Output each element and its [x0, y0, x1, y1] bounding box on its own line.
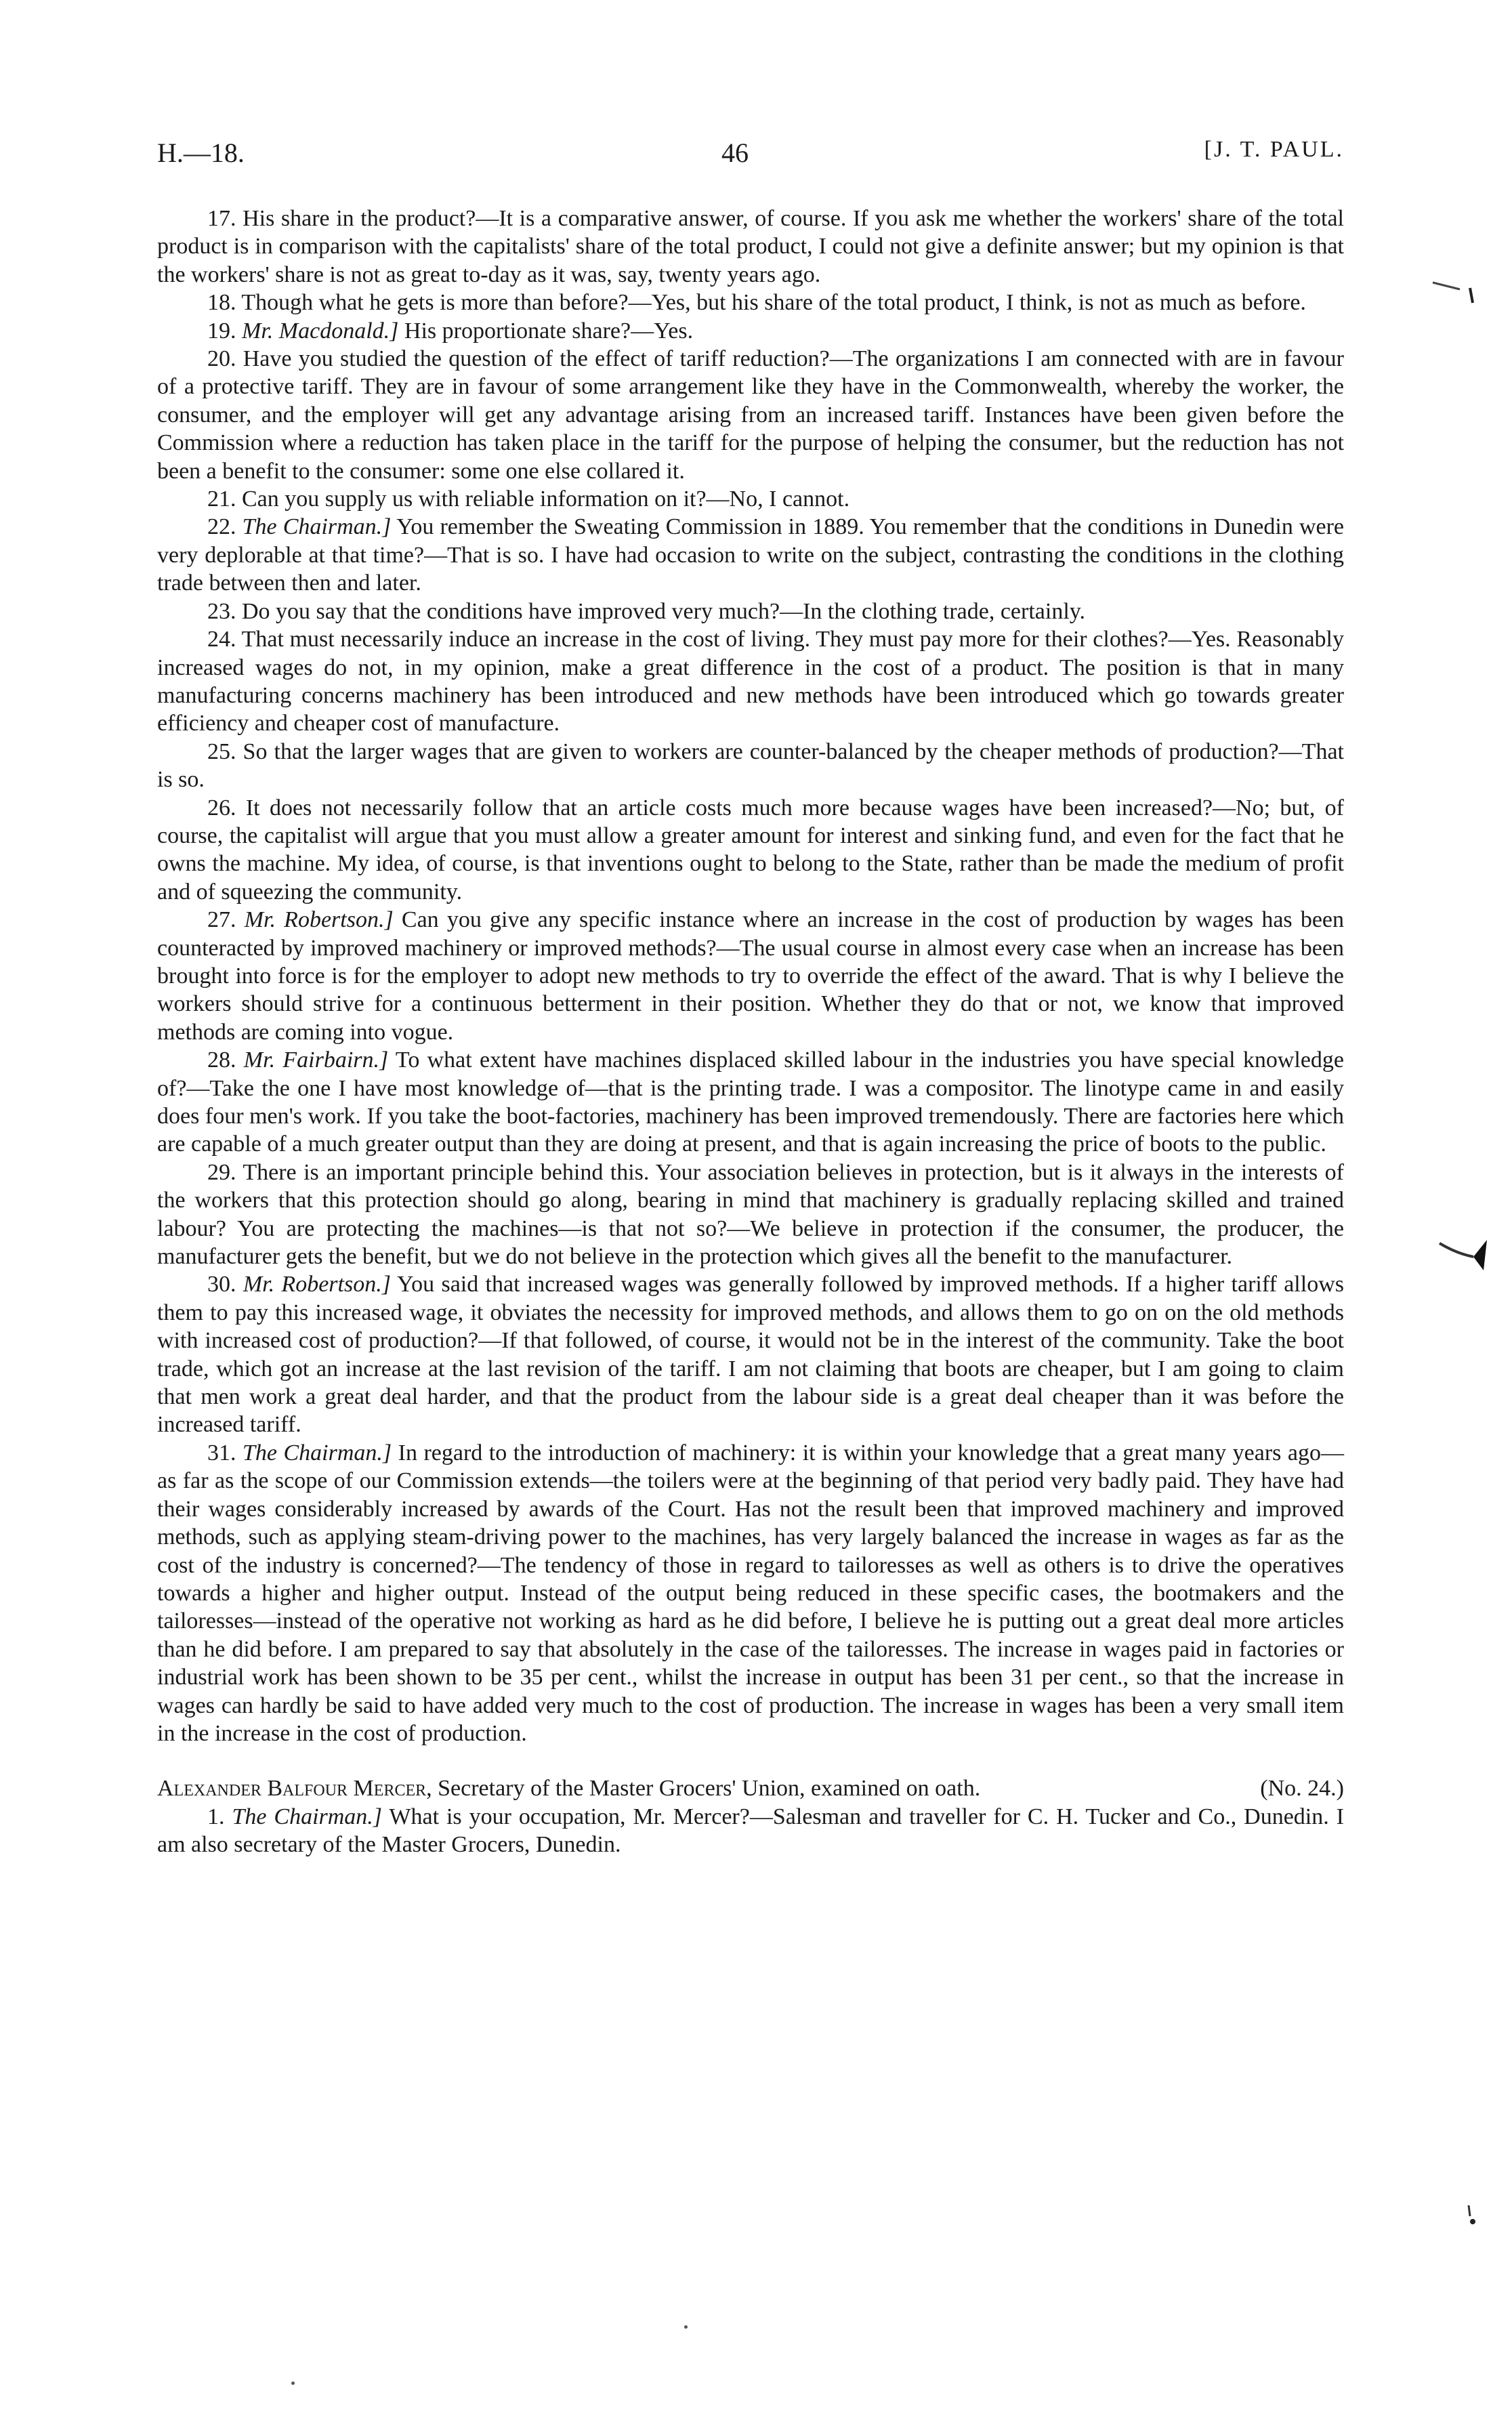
stray-dot: [684, 2325, 688, 2329]
speaker: The Chairman.]: [232, 1804, 383, 1829]
paragraph-26: 26. It does not necessarily follow that an article costs much more because wages have been increased?—No; but, of course, the capitalist will argue that you must allow a greater amount for interest and sinking fund, and even for the fact that he owns the machine. My idea, of course, is that inventions ought to belong to the State, rather than be made the medium of profit and of squeezing the community.: [157, 795, 1344, 904]
paragraph-31: 31. The Chairman.] In regard to the introduction of machinery: it is within your knowledge that a great many years ago—as far as the scope of our Commission extends—the toilers were at the beginning of that period very badly paid. They have had their wages considerably increased by awards of the Court. Has not the result been that improved machinery and improved methods, such as applying steam-driving power to the machines, has very largely balanced the increase in wages as far as the cost of the industry is concerned?—The tendency of those in regard to tailoresses as well as others is to drive the operatives towards a higher and higher output. Instead of the output being reduced in these specific cases, the bootmakers and the tailoresses—instead of the operative not working as hard as he did before, I believe he is putting out a great deal more articles than he did before. I am prepared to say that absolutely in the case of the tailoresses. The increase in wages paid in factories or industrial work has been shown to be 35 per cent., whilst the increase in output has been 31 per cent., so that the increase in wages can hardly be said to have added very much to the cost of production. The increase in wages has been a very small item in the increase in the cost of production.: [157, 1440, 1345, 1746]
margin-pen-mark-middle: [1436, 1230, 1504, 1277]
witness-description: , Secretary of the Master Grocers' Union, examined on oath.: [426, 1776, 981, 1802]
speaker: Mr. Fairbairn.]: [243, 1047, 389, 1073]
paragraph-1: 1. The Chairman.] What is your occupation, Mr. Mercer?—Salesman and traveller for C. H. Tucker and Co., Dunedin. I am also secretary of the Master Grocers, Dunedin.: [157, 1804, 1345, 1858]
paragraph-27: 27. Mr. Robertson.] Can you give any specific instance where an increase in the cost of production by wages has been counteracted by improved machinery or improved methods?—The usual course in almost every case when an increase has been brought into force is for the employer to adopt new methods to try to override the effect of the award. That is why I believe the workers should strive for a continuous betterment in their position. Whether they do that or not, we know that improved methods are coming into vogue.: [157, 907, 1345, 1045]
witness-heading: [157, 1774, 1344, 1802]
witness-running-head: [J. T. PAUL.: [1204, 137, 1344, 162]
speaker: The Chairman.]: [242, 514, 392, 540]
speaker: Mr. Macdonald.]: [242, 318, 399, 344]
margin-pen-mark-bottom: [1455, 2199, 1496, 2239]
paragraph-19: 19. Mr. Macdonald.] His proportionate share?—Yes.: [207, 318, 694, 344]
paragraph-30: 30. Mr. Robertson.] You said that increased wages was generally followed by improved methods. If a higher tariff allows them to pay this increased wage, it obviates the necessity for improved methods, and allows them to go on on the old methods with increased cost of production?—If that followed, of course, it would not be in the interest of the community. Take the boot trade, which got an increase at the last revision of the tariff. I am not claiming that boots are cheaper, but I am going to claim that men work a great deal harder, and that the product from the labour side is a great deal cheaper than it was before the increased tariff.: [157, 1272, 1344, 1438]
paragraph-18: 18. Though what he gets is more than before?—Yes, but his share of the total product, I think, is not as much as before.: [207, 290, 1306, 316]
document-reference: H.—18.: [157, 138, 245, 168]
speaker: Mr. Robertson.]: [243, 1272, 391, 1297]
page-header: [157, 137, 1344, 178]
paragraph-25: 25. So that the larger wages that are given to workers are counter-balanced by the cheaper methods of production?—That is so.: [157, 739, 1344, 793]
paragraph-21: 21. Can you supply us with reliable information on it?—No, I cannot.: [207, 486, 850, 512]
margin-pen-mark-top: [1429, 268, 1484, 308]
speaker: The Chairman.]: [243, 1440, 392, 1465]
stray-dot: [291, 2382, 295, 2385]
speaker: Mr. Robertson.]: [244, 907, 394, 933]
witness-number: (No. 24.): [1260, 1776, 1344, 1802]
paragraph-23: 23. Do you say that the conditions have improved very much?—In the clothing trade, certainly.: [207, 598, 1086, 624]
paragraph-24: 24. That must necessarily induce an increase in the cost of living. They must pay more for their clothes?—Yes. Reasonably increased wages do not, in my opinion, make a great difference in the cost of a product. The position is that in many manufacturing concerns machinery has been introduced and new methods have been introduced which go towards greater efficiency and cheaper cost of manufacture.: [157, 627, 1344, 736]
paragraph-17: 17. His share in the product?—It is a comparative answer, of course. If you ask me whether the workers' share of the total product is in comparison with the capitalists' share of the total product, I could not give a definite answer; but my opinion is that the workers' share is not as great to-day as it was, say, twenty years ago.: [157, 206, 1344, 287]
paragraph-28: 28. Mr. Fairbairn.] To what extent have machines displaced skilled labour in the industries you have special knowledge of?—Take the one I have most knowledge of—that is the printing trade. I was a compositor. The linotype came in and easily does four men's work. If you take the boot-factories, machinery has been improved tremendously. There are factories here which are capable of a much greater output than they are doing at present, and that is again increasing the price of boots to the public.: [157, 1047, 1345, 1157]
document-body: [157, 205, 1344, 1859]
paragraph-22: 22. The Chairman.] You remember the Sweating Commission in 1889. You remember that the conditions in Dunedin were very deplorable at that time?—That is so. I have had occasion to write on the subject, contrasting the conditions in the clothing trade between then and later.: [157, 514, 1344, 596]
paragraph-20: 20. Have you studied the question of the effect of tariff reduction?—The organizations I am connected with are in favour of a protective tariff. They are in favour of some arrangement like they have in the Commonwealth, whereby the worker, the consumer, and the employer will get any advantage arising from an increased tariff. Instances have been given before the Commission where a reduction has taken place in the tariff for the purpose of helping the consumer, but the reduction has not been a benefit to the consumer: some one else collared it.: [157, 346, 1344, 484]
paragraph-29: 29. There is an important principle behind this. Your association believes in protection, but is it always in the interests of the workers that this protection should go along, bearing in mind that machinery is gradually replacing skilled and trained labour? You are protecting the machines—is that not so?—We believe in protection if the consumer, the producer, the manufacturer gets the benefit, but we do not believe in the protection which gives all the benefit to the manufacturer.: [157, 1159, 1344, 1270]
page-number: 46: [721, 138, 749, 168]
witness-name: Alexander Balfour Mercer: [157, 1776, 427, 1802]
